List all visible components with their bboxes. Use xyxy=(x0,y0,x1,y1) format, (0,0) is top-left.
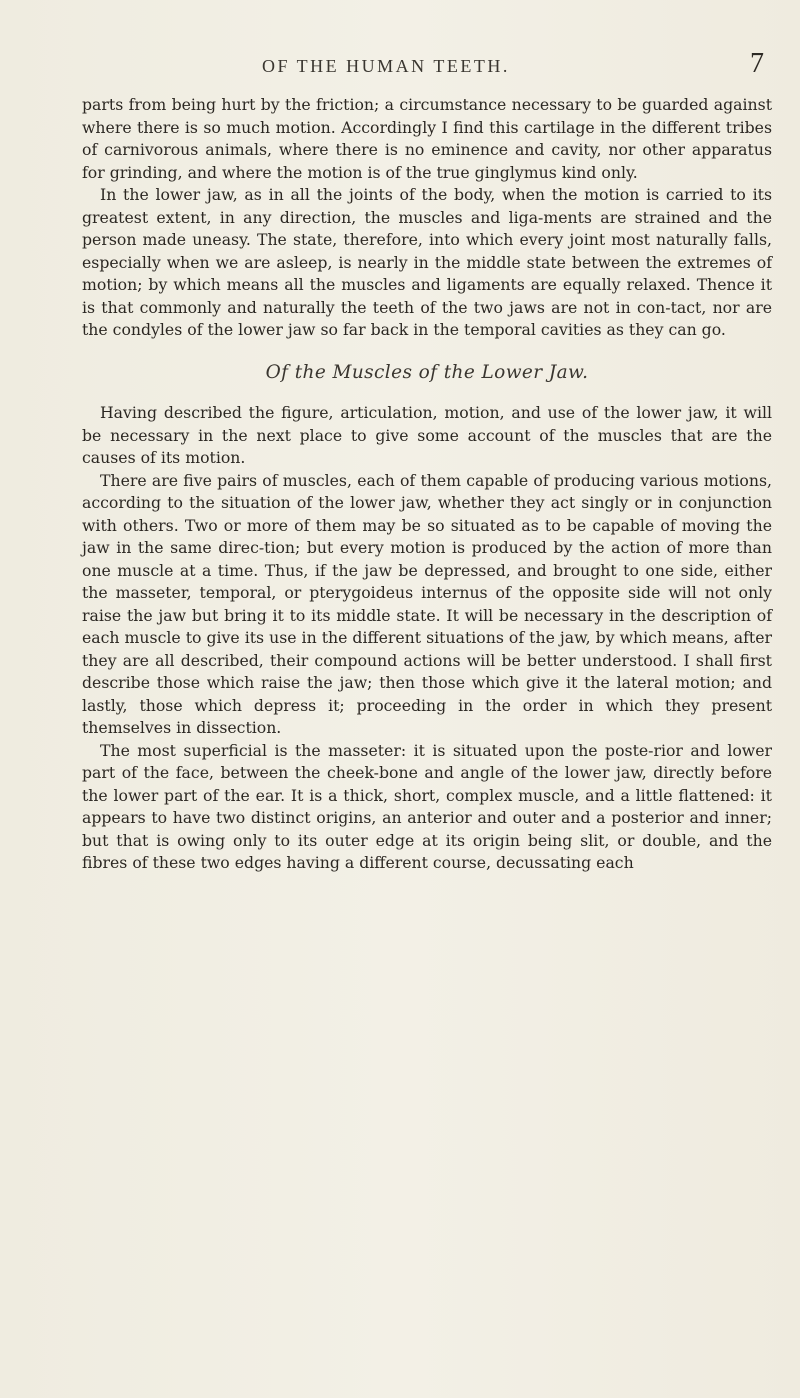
paragraph: The most superficial is the masseter: it is situated upon the poste-rior and lower part of the face, between the cheek-bone and angle of the lower jaw, directly before the lower part of the ear. It is a thick, short, complex muscle, and a little flattened: it appears to have two distinct origins, an anterior and outer and a posterior and inner; but that is owing only to its outer edge at its origin being slit, or double, and the fibres of these two edges having a different course, decussating each xyxy=(82,740,772,872)
page-number: 7 xyxy=(750,48,764,79)
running-head: OF THE HUMAN TEETH. xyxy=(262,56,510,76)
paragraph: In the lower jaw, as in all the joints of the body, when the motion is carried to its greatest extent, in any direction, the muscles and liga-ments are strained and the person made uneasy. The state, therefore, into which every joint most naturally falls, especially when we are asleep, is nearly in the middle state between the extremes of motion; by which means all the muscles and ligaments are equally relaxed. Thence it is that commonly and naturally the teeth of the two jaws are not in con-tact, nor are the condyles of the lower jaw so far back in the temporal cavities as they can go. xyxy=(82,185,772,339)
page-header xyxy=(82,48,772,86)
body-text xyxy=(82,94,772,875)
section-heading: Of the Muscles of the Lower Jaw. xyxy=(265,361,589,383)
paragraph: parts from being hurt by the friction; a circumstance necessary to be guarded against where there is so much motion. Accordingly I find this cartilage in the different tribes of carnivorous animals, where there is no eminence and cavity, nor other apparatus for grinding, and where the motion is of the true ginglymus kind only. xyxy=(82,95,772,182)
paragraph: There are five pairs of muscles, each of them capable of producing various motions, according to the situation of the lower jaw, whether they act singly or in conjunction with others. Two or more of them may be so situated as to be capable of moving the jaw in the same direc-tion; but every motion is produced by the action of more than one muscle at a time. Thus, if the jaw be depressed, and brought to one side, either the masseter, temporal, or pterygoideus internus of the opposite side will not only raise the jaw but bring it to its middle state. It will be necessary in the description of each muscle to give its use in the different situations of the jaw, by which means, after they are all described, their compound actions will be better understood. I shall first describe those which raise the jaw; then those which give it the lateral motion; and lastly, those which depress it; proceeding in the order in which they present themselves in dissection. xyxy=(82,470,772,737)
paragraph: Having described the figure, articulation, motion, and use of the lower jaw, it will be necessary in the next place to give some account of the muscles that are the causes of its motion. xyxy=(82,403,772,467)
